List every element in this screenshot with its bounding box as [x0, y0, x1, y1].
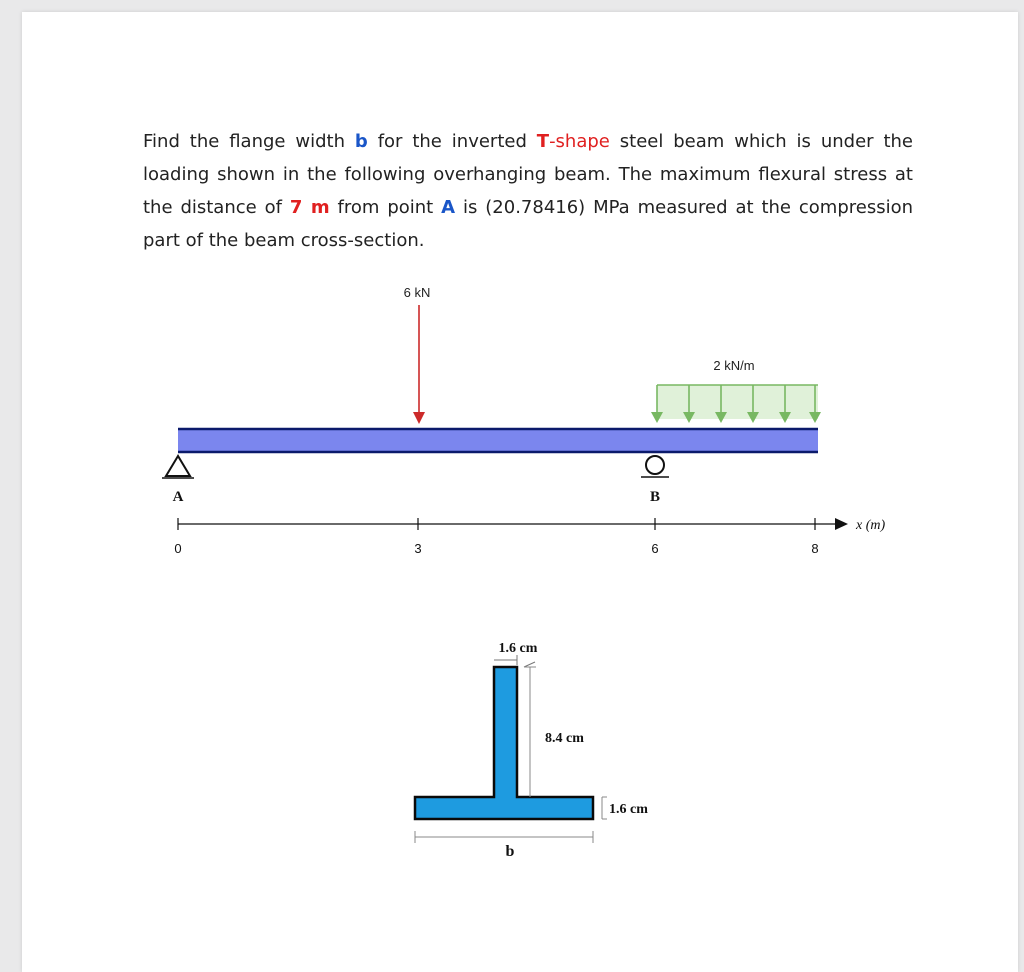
problem-text-1: Find the flange width — [143, 131, 355, 152]
point-load-label: 6 kN — [403, 285, 431, 300]
x-axis-label: x (m) — [856, 518, 886, 533]
flange-width-label: b — [505, 843, 515, 860]
web-width-leader — [524, 662, 535, 667]
problem-text-4: from point — [329, 197, 442, 218]
x-axis-arrowhead — [835, 518, 848, 530]
web-width-label: 1.6 cm — [498, 641, 538, 656]
support-b-label: B — [649, 489, 661, 505]
distributed-load-area — [657, 385, 818, 419]
support-a-label: A — [172, 489, 184, 505]
t-shape-rest: -shape — [549, 131, 610, 152]
x-tick-label-3: 3 — [414, 541, 422, 556]
beam-body — [178, 428, 818, 453]
t-shape-term: T-shape — [536, 131, 610, 152]
problem-text-3: steel beam which is under the loading shown in the following overhanging beam. The maximum flexural stress at the distance of — [143, 131, 913, 218]
problem-text-2: for the inverted — [367, 131, 537, 152]
x-tick-label-0: 0 — [174, 541, 182, 556]
x-tick-label-8: 8 — [811, 541, 819, 556]
support-a-pin — [162, 456, 194, 478]
distributed-load-label: 2 kN/m — [713, 358, 755, 373]
flange-thickness-label: 1.6 cm — [609, 802, 648, 817]
point-a-ref: A — [441, 197, 456, 218]
flange-width-symbol: b — [354, 131, 368, 152]
point-load-arrowhead — [413, 412, 425, 424]
support-b-roller — [641, 456, 669, 477]
x-tick-label-6: 6 — [651, 541, 659, 556]
web-height-label: 8.4 cm — [545, 731, 584, 746]
cross-section — [415, 641, 648, 860]
problem-text-5: is (20.78416) MPa measured at the compression part of the beam cross-section. — [143, 197, 914, 251]
distance-value: 7 m — [289, 197, 330, 218]
